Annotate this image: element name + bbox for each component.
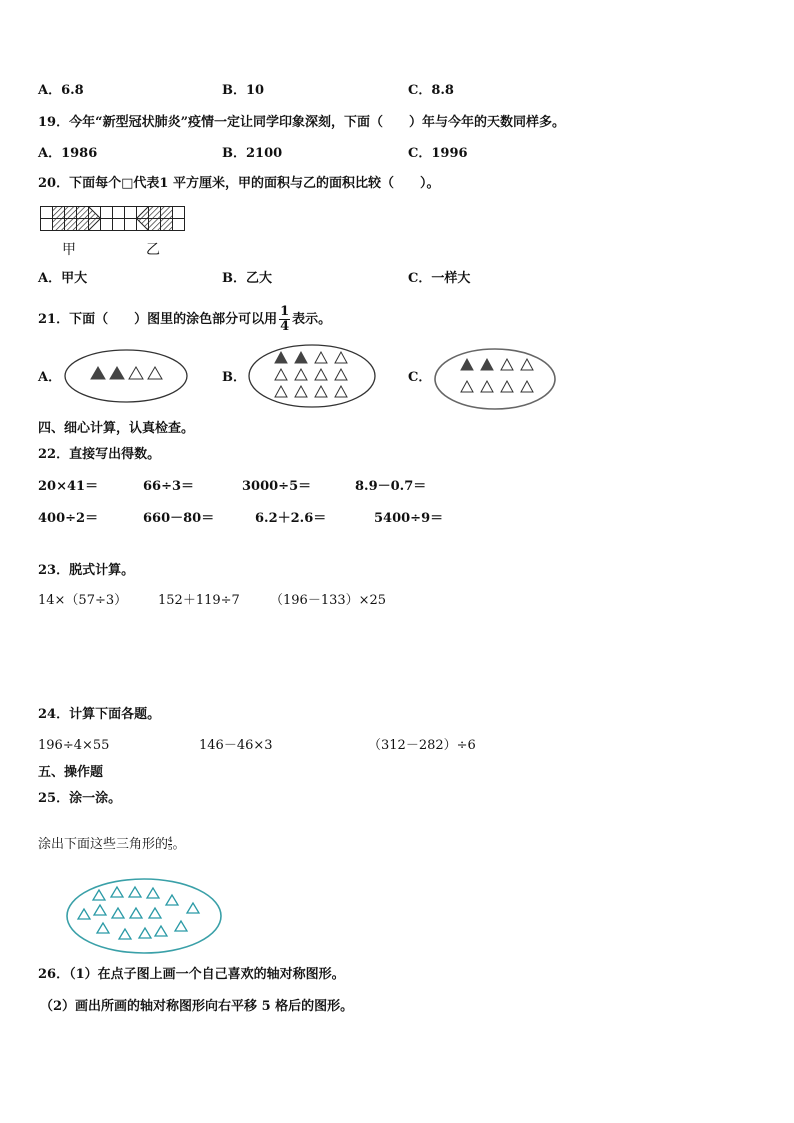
q22-r2-c3: 6.2＋2.6＝ [255, 511, 327, 526]
q22-r1-c2: 66÷3＝ [143, 479, 195, 494]
q21-frac-den: 4 [280, 319, 290, 334]
q22-r1-c3: 3000÷5＝ [242, 479, 312, 494]
section-4-heading: 四、细心计算，认真检查。 [38, 421, 195, 436]
q23-item-2: 152＋119÷7 [158, 593, 240, 608]
q20-label-yi: 乙 [146, 242, 160, 258]
q21-option-b: B． [222, 370, 246, 385]
q20-stem: 20．下面每个□代表1 平方厘米，甲的面积与乙的面积比较（ ）。 [38, 176, 440, 191]
q21-stem [38, 305, 331, 334]
q26-part-1: 26．（1）在点子图上画一个自己喜欢的轴对称图形。 [38, 967, 345, 982]
q21-stem-before: 21．下面（ ）图里的涂色部分可以用 [38, 312, 278, 327]
section-5-heading: 五、操作题 [38, 765, 104, 780]
q18-option-a: A．6.8 [38, 83, 84, 98]
q22-stem: 22．直接写出得数。 [38, 447, 161, 462]
q20-grid-figure [40, 206, 186, 232]
q24-stem: 24．计算下面各题。 [38, 707, 161, 722]
q21-figure-c [433, 347, 557, 411]
q20-option-b: B．乙大 [222, 271, 272, 286]
q22-r1-c1: 20×41＝ [38, 479, 99, 494]
q22-r1-c4: 8.9－0.7＝ [355, 479, 427, 494]
q25-instruction [38, 836, 186, 854]
q20-option-a: A．甲大 [38, 271, 88, 286]
q25-frac-den: 5 [168, 844, 173, 852]
q19-option-b: B．2100 [222, 146, 283, 161]
q21-figure-a [63, 348, 189, 404]
q23-item-1: 14×（57÷3） [38, 593, 128, 608]
q22-r2-c1: 400÷2＝ [38, 511, 99, 526]
q25-instr-before: 涂出下面这些三角形的 [38, 837, 169, 852]
q20-option-c: C．一样大 [408, 271, 471, 286]
q19-stem: 19．今年“新型冠状肺炎”疫情一定让同学印象深刻，下面（ ）年与今年的天数同样多。 [38, 115, 566, 130]
q21-frac-num: 1 [280, 304, 290, 319]
q22-r2-c2: 660－80＝ [143, 511, 215, 526]
q24-item-1: 196÷4×55 [38, 738, 110, 753]
q25-stem: 25．涂一涂。 [38, 791, 122, 806]
q25-instr-after: 。 [172, 837, 186, 852]
q26-part-2: （2）画出所画的轴对称图形向右平移 5 格后的图形。 [40, 999, 354, 1014]
q24-item-3: （312－282）÷6 [368, 738, 476, 753]
q21-option-a: A． [38, 370, 62, 385]
q22-r2-c4: 5400÷9＝ [374, 511, 444, 526]
q23-stem: 23．脱式计算。 [38, 563, 135, 578]
q25-triangle-figure [64, 876, 224, 956]
q19-option-c: C．1996 [408, 146, 468, 161]
q21-option-c: C． [408, 370, 432, 385]
q21-fraction [279, 305, 290, 334]
q18-option-c: C．8.8 [408, 83, 454, 98]
q21-figure-b [247, 343, 377, 409]
q20-label-jia: 甲 [62, 242, 76, 258]
q21-stem-after: 表示。 [292, 312, 332, 327]
q25-frac-num: 4 [168, 836, 173, 844]
q24-item-2: 146－46×3 [199, 738, 273, 753]
q19-option-a: A．1986 [38, 146, 98, 161]
q18-option-b: B．10 [222, 83, 265, 98]
q23-item-3: （196－133）×25 [270, 593, 387, 608]
